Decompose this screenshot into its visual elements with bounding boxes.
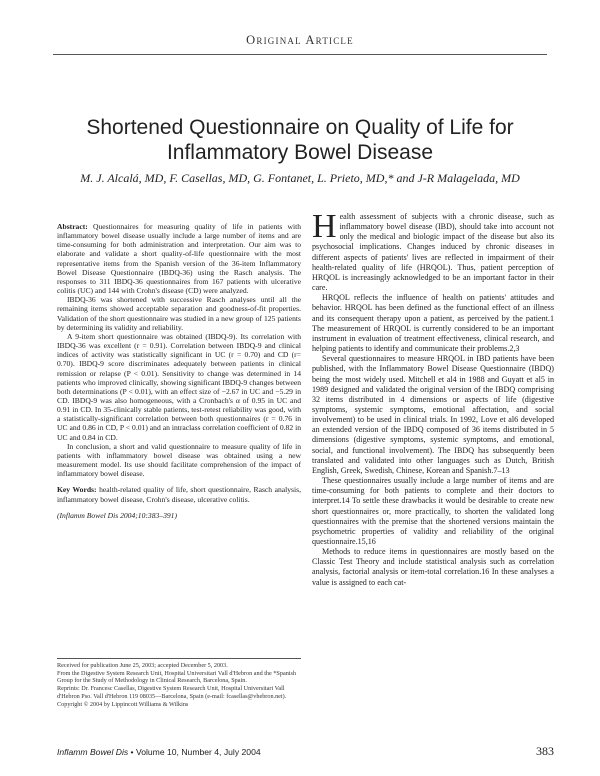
journal-issue: • Volume 10, Number 4, July 2004: [130, 747, 261, 757]
section-label: Original Article: [246, 33, 354, 47]
body-column: [312, 208, 554, 588]
footnote-copyright: Copyright © 2004 by Lippincott Williams & Wilkins: [57, 700, 189, 708]
footnote-received: Received for publication June 25, 2003; accepted December 5, 2003.: [57, 662, 228, 669]
body-paragraph-4: These questionnaires usually include a large number of items and are time-consuming for both patients to complete and their doctors to interpret.14 To settle these drawbacks it would be desirable to create new short questionnaires or, more practically, to shorten the validated long questionnaires with the premise that the shortened versions maintain the psychometric properties of validity and reliability of the original questionnaire.15,16: [312, 476, 554, 546]
abstract-paragraph-2: IBDQ-36 was shortened with successive Rasch analyses until all the remaining items showed acceptable separation and goodness-of-fit properties. Validation of the short questionnaire was studied in a new group of 125 patients by determining its validity and reliability.: [57, 295, 301, 332]
body-paragraph-3: Several questionnaires to measure HRQOL in IBD patients have been published, with the Inflammatory Bowel Disease Questionnaire (IBDQ) being the most widely used. Mitchell et al4 in 1988 and Guyatt et al5 in 1989 designed and validated the original version of the IBDQ comprising 32 items distributed in 4 dimensions or aspects of life (digestive symptoms, systemic symptoms, emotional affectation, and social involvement) to be used in clinical trials. In 1992, Love et al6 developed an extended version of the IBDQ composed of 36 items distributed in 5 dimensions (digestive symptoms, systemic symptoms, and emotional, social, and functional involvement). The IBDQ has subsequently been translated and validated into other languages such as Dutch, British English, Greek, Swedish, Chinese, Korean and Spanish.7–13: [312, 354, 554, 475]
keywords-label: Key Words:: [57, 485, 97, 495]
header-rule: [53, 54, 547, 55]
footnotes: [57, 658, 301, 708]
drop-cap: H: [312, 208, 337, 245]
body-paragraph-5: Methods to reduce items in questionnaires are mostly based on the Classic Test Theory and include statistical analysis such as correlation analysis, factorial analysis or item-total correlation.16 In these analyses a value is assigned to each cat-: [312, 547, 554, 587]
journal-name: Inflamm Bowel Dis: [57, 747, 129, 757]
author-list: M. J. Alcalá, MD, F. Casellas, MD, G. Fontanet, L. Prieto, MD,* and J-R Malagelada, MD: [80, 171, 520, 185]
footnote-affiliation: From the Digestive System Research Unit, Hospital Universitari Vall d'Hebron and the *Spanish Group for the Study of Methodology in Clinical Research, Barcelona, Spain.: [57, 669, 297, 685]
journal-footer: [57, 747, 261, 757]
citation: (Inflamm Bowel Dis 2004;10:383–391): [57, 510, 178, 520]
article-title: Shortened Questionnaire on Quality of Life for Inflammatory Bowel Disease: [86, 116, 514, 164]
abstract-paragraph-4: In conclusion, a short and valid questionnaire to measure quality of life in patients with inflammatory bowel disease was obtained using a new measurement model. Its use should facilitate comprehension of the impact of inflammatory bowel disease.: [57, 441, 301, 479]
body-paragraph-1: Health assessment of subjects with a chronic disease, such as inflammatory bowel disease (IBD), should take into account not only the medical and biologic impact of the disease but also its psychosocial implications. Changes induced by chronic diseases in different aspects of patients' lives are reflected in impairment of their health-related quality of life (HRQOL). Thus, patient perception of HRQOL is increasingly acknowledged to be an important factor in their care.: [312, 208, 554, 293]
abstract-label: Abstract:: [57, 222, 88, 231]
footnote-reprints: Reprints: Dr. Francesc Casellas, Digestive System Research Unit, Hospital Universitari Vall d'Hebron Pso. Vall d'Hebron 119 08035—Barcelona, Spain (e-mail: fcasellas@vhebron.net).: [57, 685, 287, 700]
abstract-column: [57, 222, 301, 520]
body-paragraph-2: HRQOL reflects the influence of health on patients' attitudes and behavior. HRQOL has been defined as the functional effect of an illness and its consequent therapy upon a patient, as perceived by the patient.1 The measurement of HRQOL is currently considered to be an important instrument in evaluation of treatment effectiveness, clinical research, and helping patients to identify and communicate their problems.2,3: [312, 293, 554, 354]
abstract-paragraph-3: A 9-item short questionnaire was obtained (IBDQ-9). Its correlation with IBDQ-36 was excellent (r = 0.91). Correlation between IBDQ-9 and clinical indices of activity was statistically significant in UC (r = 0.70) and CD (r= 0.70). IBDQ-9 score discriminates adequately between patients in clinical remission or relapse (P < 0.01). Sensitivity to change was determined in 14 patients who improved clinically, showing significant IBDQ-9 changes between both determinations (P < 0.01), with an effect size of −2.67 in UC and −5.29 in CD. IBDQ-9 was also homogeneous, with a Cronbach's α of 0.95 in UC and 0.91 in CD. In 35-clinically stable patients, test-retest reliability was good, with a statistically-significant correlation between both questionnaires (r = 0.76 in UC and 0.86 in CD, P < 0.01) and an intraclass correlation coefficient of 0.82 in UC and 0.84 in CD.: [57, 331, 301, 442]
page-number: 383: [536, 744, 554, 758]
keywords: Key Words: health-related quality of life, short questionnaire, Rasch analysis, inflammatory bowel disease, Crohn's disease, ulcerative colitis.: [57, 485, 301, 504]
abstract-paragraph-1: Abstract: Questionnaires for measuring quality of life in patients with inflammatory bowel disease usually include a large number of items and are time-consuming for both administration and interpretation. Our aim was to elaborate and validate a short quality-of-life questionnaire with the most representative items from the Spanish version of the 36-item Inflammatory Bowel Disease Questionnaire (IBDQ-36) using the Rasch analysis. The responses to 311 IBDQ-36 questionnaires from 167 patients with ulcerative colitis (UC) and 144 with Crohn's disease (CD) were analyzed.: [57, 222, 301, 296]
